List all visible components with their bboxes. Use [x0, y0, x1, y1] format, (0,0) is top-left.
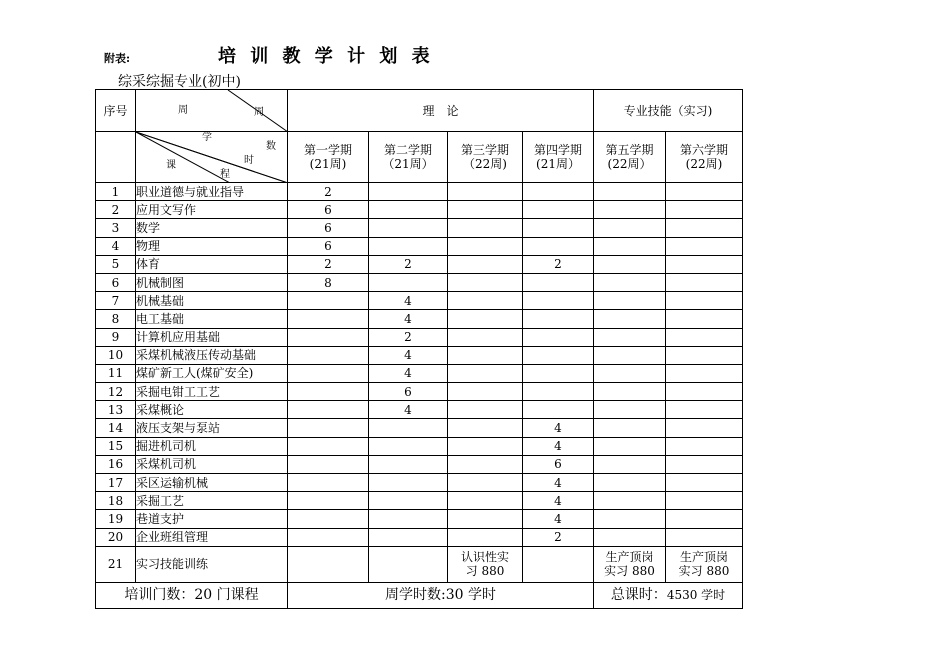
semester-3-hours	[448, 364, 523, 382]
semester-1-hours	[288, 437, 369, 455]
semester-3-hours	[448, 455, 523, 473]
semester-2-hours: 4	[369, 401, 448, 419]
course-name: 掘进机司机	[136, 437, 288, 455]
semester-2-hours	[369, 510, 448, 528]
semester-3-hours	[448, 273, 523, 291]
semester-4-hours	[523, 328, 594, 346]
semester-5-hours	[594, 364, 666, 382]
semester-5-hours	[594, 383, 666, 401]
semester-3-hours	[448, 419, 523, 437]
semester-2-hours: 6	[369, 383, 448, 401]
row-no: 13	[96, 401, 136, 419]
course-name: 实习技能训练	[136, 546, 288, 582]
semester-4-hours: 4	[523, 419, 594, 437]
semester-3-hours	[448, 201, 523, 219]
row-no: 1	[96, 183, 136, 201]
semester-4-hours: 4	[523, 474, 594, 492]
semester-1-cell	[288, 546, 369, 582]
diag-week-right: 周	[254, 107, 264, 118]
semester-1-hours	[288, 528, 369, 546]
row-no: 7	[96, 292, 136, 310]
semester-6-hours	[666, 201, 743, 219]
row-no: 18	[96, 492, 136, 510]
diagonal-header-bottom	[136, 132, 288, 183]
semester-4-hours	[523, 292, 594, 310]
semester-5-hours	[594, 474, 666, 492]
semester-1-hours: 6	[288, 219, 369, 237]
semester-4-cell	[523, 546, 594, 582]
semester-1-weeks: (21周)	[309, 157, 347, 171]
semester-3-hours	[448, 237, 523, 255]
semester-3-hours	[448, 401, 523, 419]
semester-6-hours	[666, 328, 743, 346]
semester-1-hours	[288, 328, 369, 346]
semester-2-hours	[369, 237, 448, 255]
semester-5-hours	[594, 492, 666, 510]
semester-1-hours	[288, 492, 369, 510]
semester-5-weeks: (22周）	[607, 157, 652, 171]
semester-2-hours: 4	[369, 310, 448, 328]
semester-2-hours	[369, 528, 448, 546]
semester-6-hours	[666, 292, 743, 310]
course-name: 采掘工艺	[136, 492, 288, 510]
course-name: 煤矿新工人(煤矿安全)	[136, 364, 288, 382]
semester-6-hours	[666, 510, 743, 528]
diag-cheng: 程	[220, 169, 230, 180]
semester-1-hours	[288, 364, 369, 382]
semester-6-practice-line2: 实习 880	[678, 564, 730, 579]
semester-2-hours	[369, 273, 448, 291]
semester-4-name: 第四学期	[533, 143, 582, 157]
semester-5-hours	[594, 237, 666, 255]
semester-5-hours	[594, 346, 666, 364]
course-name: 巷道支护	[136, 510, 288, 528]
semester-1-hours	[288, 383, 369, 401]
semester-3-hours	[448, 183, 523, 201]
semester-2-hours	[369, 492, 448, 510]
course-name: 采煤概论	[136, 401, 288, 419]
diag-xue: 学	[202, 132, 212, 143]
total-hours-label: 总课时：	[610, 587, 667, 604]
semester-6-name: 第六学期	[679, 143, 728, 157]
semester-5-practice-line1: 生产顶岗	[605, 550, 654, 565]
course-row	[96, 201, 743, 219]
semester-6-hours	[666, 474, 743, 492]
semester-1-hours	[288, 292, 369, 310]
diag-shu: 数	[266, 141, 276, 152]
semester-6-hours	[666, 310, 743, 328]
semester-4-weeks: (21周）	[536, 157, 580, 171]
semester-5-hours	[594, 419, 666, 437]
diagonal-header-top	[136, 90, 288, 132]
semester-5-hours	[594, 437, 666, 455]
semester-4-hours	[523, 219, 594, 237]
semester-1-hours	[288, 474, 369, 492]
course-name: 物理	[136, 237, 288, 255]
semester-5-practice-line2: 实习 880	[604, 564, 655, 579]
course-row	[96, 237, 743, 255]
semester-4-hours	[523, 364, 594, 382]
course-row	[96, 510, 743, 528]
course-row	[96, 437, 743, 455]
semester-2-name: 第二学期	[383, 143, 432, 157]
row-no: 2	[96, 201, 136, 219]
semester-3-header	[448, 132, 523, 183]
semester-3-name: 第三学期	[460, 143, 509, 157]
semester-4-header	[523, 132, 594, 183]
semester-6-hours	[666, 237, 743, 255]
semester-2-hours: 2	[369, 328, 448, 346]
semester-2-weeks: （21周）	[382, 157, 434, 171]
header-row-1	[96, 90, 743, 132]
weekly-hours: 周学时数:30 学时	[288, 582, 594, 608]
semester-6-hours	[666, 437, 743, 455]
specialty-subtitle: 综采综掘专业(初中)	[118, 74, 241, 90]
course-row	[96, 346, 743, 364]
course-row	[96, 219, 743, 237]
semester-2-hours: 4	[369, 292, 448, 310]
practice-training-row	[96, 546, 743, 582]
semester-1-hours	[288, 510, 369, 528]
semester-5-hours	[594, 401, 666, 419]
theory-header: 理 论	[288, 90, 594, 132]
semester-6-hours	[666, 419, 743, 437]
semester-5-hours	[594, 255, 666, 273]
semester-1-hours: 6	[288, 237, 369, 255]
semester-6-header	[666, 132, 743, 183]
semester-5-header	[594, 132, 666, 183]
semester-1-hours	[288, 346, 369, 364]
semester-3-hours	[448, 510, 523, 528]
semester-6-hours	[666, 401, 743, 419]
semester-1-hours: 6	[288, 201, 369, 219]
semester-2-hours	[369, 419, 448, 437]
row-no: 5	[96, 255, 136, 273]
semester-5-hours	[594, 510, 666, 528]
semester-5-hours	[594, 219, 666, 237]
semester-4-hours: 4	[523, 510, 594, 528]
row-no: 20	[96, 528, 136, 546]
course-row	[96, 310, 743, 328]
semester-6-practice-line1: 生产顶岗	[679, 550, 728, 565]
row-no: 14	[96, 419, 136, 437]
semester-5-hours	[594, 310, 666, 328]
header-row-2	[96, 132, 743, 183]
semester-3-hours	[448, 219, 523, 237]
practice-header: 专业技能（实习)	[594, 90, 743, 132]
semester-2-hours	[369, 437, 448, 455]
course-row	[96, 255, 743, 273]
page-title: 培 训 教 学 计 划 表	[218, 46, 434, 67]
semester-1-hours	[288, 455, 369, 473]
semester-3-hours	[448, 328, 523, 346]
course-row	[96, 419, 743, 437]
semester-4-hours	[523, 383, 594, 401]
semester-5-hours	[594, 455, 666, 473]
semester-5-name: 第五学期	[605, 143, 654, 157]
seq-header-cont	[96, 132, 136, 183]
semester-6-hours	[666, 492, 743, 510]
course-name: 企业班组管理	[136, 528, 288, 546]
semester-3-hours	[448, 346, 523, 364]
row-no: 19	[96, 510, 136, 528]
semester-5-hours	[594, 183, 666, 201]
semester-3-hours	[448, 383, 523, 401]
course-name: 采区运输机械	[136, 474, 288, 492]
semester-4-hours	[523, 201, 594, 219]
semester-2-hours	[369, 183, 448, 201]
semester-3-cell	[448, 546, 523, 582]
diag-shi: 时	[244, 155, 254, 166]
semester-2-hours	[369, 201, 448, 219]
semester-6-hours	[666, 255, 743, 273]
semester-6-cell	[666, 546, 743, 582]
row-no: 3	[96, 219, 136, 237]
semester-4-hours: 4	[523, 437, 594, 455]
semester-2-hours	[369, 455, 448, 473]
semester-4-hours	[523, 346, 594, 364]
course-name: 应用文写作	[136, 201, 288, 219]
semester-5-hours	[594, 328, 666, 346]
semester-5-hours	[594, 201, 666, 219]
semester-3-practice-line2: 习 880	[465, 564, 505, 579]
semester-2-hours: 2	[369, 255, 448, 273]
semester-4-hours: 2	[523, 528, 594, 546]
row-no: 15	[96, 437, 136, 455]
semester-2-hours	[369, 474, 448, 492]
summary-row	[96, 582, 743, 608]
semester-6-hours	[666, 346, 743, 364]
course-count: 培训门数：20 门课程	[96, 582, 288, 608]
semester-5-cell	[594, 546, 666, 582]
semester-3-hours	[448, 292, 523, 310]
course-row	[96, 364, 743, 382]
total-hours	[594, 582, 743, 608]
semester-1-hours: 2	[288, 255, 369, 273]
semester-3-hours	[448, 474, 523, 492]
row-no: 9	[96, 328, 136, 346]
row-no: 11	[96, 364, 136, 382]
semester-6-weeks: (22周)	[685, 157, 723, 171]
row-no: 6	[96, 273, 136, 291]
course-name: 采煤机械液压传动基础	[136, 346, 288, 364]
semester-4-hours: 6	[523, 455, 594, 473]
course-row	[96, 383, 743, 401]
semester-4-hours	[523, 401, 594, 419]
course-name: 机械基础	[136, 292, 288, 310]
course-row	[96, 492, 743, 510]
course-row	[96, 328, 743, 346]
semester-3-hours	[448, 437, 523, 455]
course-name: 体育	[136, 255, 288, 273]
row-no: 21	[96, 546, 136, 582]
semester-2-hours	[369, 219, 448, 237]
semester-1-header	[288, 132, 369, 183]
row-no: 16	[96, 455, 136, 473]
course-name: 采煤机司机	[136, 455, 288, 473]
semester-6-hours	[666, 383, 743, 401]
semester-4-hours	[523, 183, 594, 201]
attachment-label: 附表:	[104, 52, 131, 65]
semester-2-hours: 4	[369, 346, 448, 364]
diag-ke: 课	[166, 160, 176, 171]
semester-3-practice-line1: 认识性实	[460, 550, 509, 565]
semester-3-hours	[448, 310, 523, 328]
course-name: 采掘电钳工工艺	[136, 383, 288, 401]
course-name: 机械制图	[136, 273, 288, 291]
semester-4-hours: 2	[523, 255, 594, 273]
course-name: 计算机应用基础	[136, 328, 288, 346]
semester-6-hours	[666, 273, 743, 291]
semester-2-hours: 4	[369, 364, 448, 382]
semester-3-hours	[448, 492, 523, 510]
row-no: 17	[96, 474, 136, 492]
semester-6-hours	[666, 455, 743, 473]
row-no: 8	[96, 310, 136, 328]
course-name: 电工基础	[136, 310, 288, 328]
semester-6-hours	[666, 364, 743, 382]
diag-week-left: 周	[178, 105, 188, 116]
semester-3-hours	[448, 255, 523, 273]
semester-6-hours	[666, 528, 743, 546]
course-row	[96, 528, 743, 546]
course-row	[96, 292, 743, 310]
semester-1-hours: 8	[288, 273, 369, 291]
row-no: 10	[96, 346, 136, 364]
course-row	[96, 455, 743, 473]
semester-4-hours	[523, 310, 594, 328]
semester-3-weeks: （22周)	[463, 157, 507, 171]
semester-4-hours: 4	[523, 492, 594, 510]
semester-5-hours	[594, 292, 666, 310]
semester-1-hours	[288, 419, 369, 437]
course-row	[96, 474, 743, 492]
course-row	[96, 273, 743, 291]
semester-1-hours	[288, 310, 369, 328]
course-name: 数学	[136, 219, 288, 237]
row-no: 4	[96, 237, 136, 255]
row-no: 12	[96, 383, 136, 401]
semester-6-hours	[666, 183, 743, 201]
semester-1-hours: 2	[288, 183, 369, 201]
course-row	[96, 183, 743, 201]
semester-1-hours	[288, 401, 369, 419]
semester-6-hours	[666, 219, 743, 237]
semester-2-cell	[369, 546, 448, 582]
semester-2-header	[369, 132, 448, 183]
course-name: 液压支架与泵站	[136, 419, 288, 437]
semester-5-hours	[594, 528, 666, 546]
training-plan-table	[95, 89, 743, 609]
semester-3-hours	[448, 528, 523, 546]
course-name: 职业道德与就业指导	[136, 183, 288, 201]
semester-4-hours	[523, 273, 594, 291]
diagonal-line-top	[136, 90, 288, 132]
seq-header: 序号	[96, 90, 136, 132]
semester-5-hours	[594, 273, 666, 291]
total-hours-value: 4530 学时	[666, 588, 726, 603]
semester-1-name: 第一学期	[303, 143, 352, 157]
course-row	[96, 401, 743, 419]
semester-4-hours	[523, 237, 594, 255]
